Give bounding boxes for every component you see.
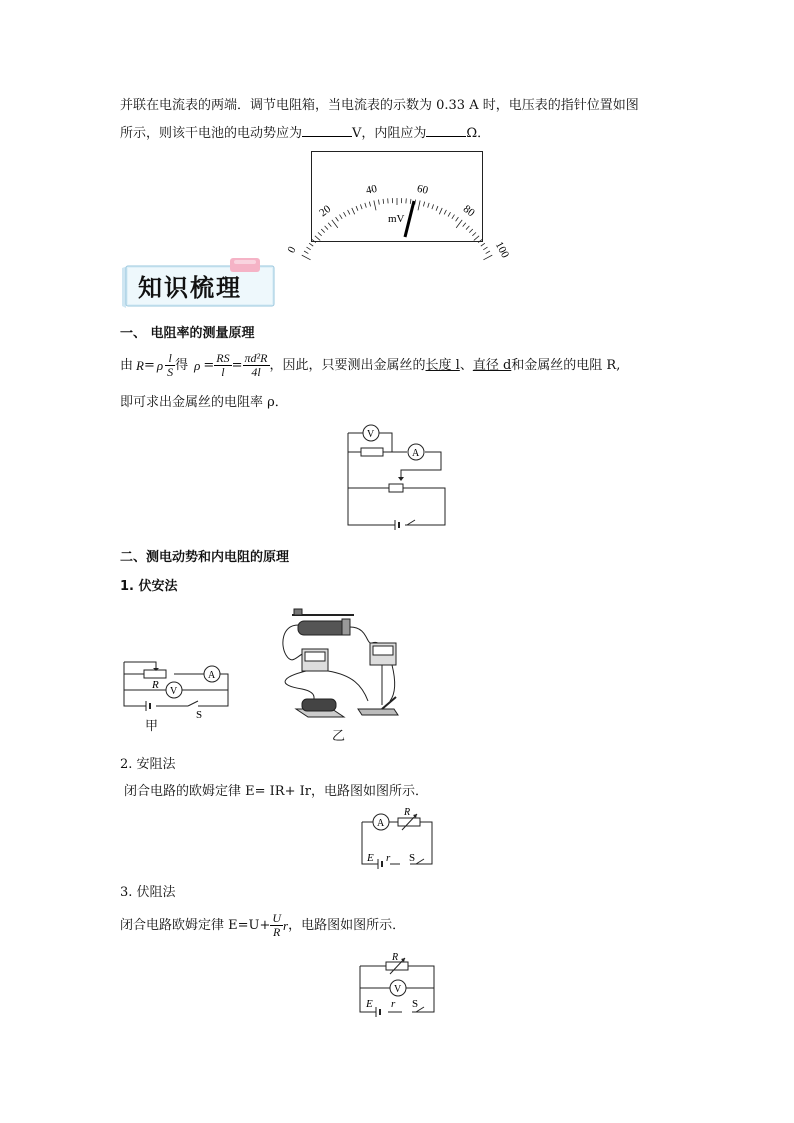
underline-diameter: 直径 d <box>472 357 512 373</box>
meter-tick <box>302 255 311 260</box>
voltmeter-label: V <box>367 429 375 440</box>
meter-tick-label: 60 <box>415 182 430 197</box>
problem-line-2: 所示，则该干电池的电动势应为 V，内阻应为 Ω． <box>120 126 491 141</box>
method-2-text: 闭合电路的欧姆定律 E= IR+ Ir，电路图如图所示． <box>124 784 428 799</box>
switch-label-3: S <box>412 998 419 1010</box>
emf-label-2: E <box>367 852 374 864</box>
voltammetry-circuit-jia <box>122 660 232 720</box>
ammeter-label-2: A <box>377 818 385 829</box>
rheostat-label-jia: R <box>152 679 159 691</box>
ammeter-label-jia: A <box>208 670 216 681</box>
fraction-U-over-R: $\frac{U}{R}$ <box>272 911 282 939</box>
banner-title: 知识梳理 <box>138 273 242 302</box>
battery-holder-icon <box>302 699 336 711</box>
resistor-box-label-3: R <box>392 952 399 963</box>
meter-unit-label: mV <box>388 213 405 225</box>
meter-tick <box>306 247 310 250</box>
answer-blank-resistance[interactable] <box>426 124 466 137</box>
voltmeter-label-3: V <box>394 984 402 995</box>
meter-tick-label: 20 <box>317 203 334 220</box>
method-3-title: 3. 伏阻法 <box>120 885 176 900</box>
meter-tick <box>481 243 485 246</box>
meter-tick <box>304 251 308 254</box>
underline-length: 长度 l <box>425 357 460 373</box>
rheostat-icon <box>298 621 348 635</box>
ammeter-resistor-circuit <box>360 808 436 870</box>
switch-label-2: S <box>409 852 416 864</box>
switch-label-jia: S <box>196 709 203 721</box>
meter-tick <box>309 243 313 246</box>
internal-r-label-2: r <box>386 852 391 864</box>
method-1-title: 1. 伏安法 <box>120 579 178 594</box>
apparatus-photo-yi <box>272 605 404 723</box>
meter-tick-label: 80 <box>460 203 477 220</box>
internal-r-label-3: r <box>391 998 396 1010</box>
meter-tick <box>483 255 492 260</box>
resistivity-line-2: 即可求出金属丝的电阻率 ρ． <box>120 395 288 410</box>
voltmeter-label-jia: V <box>170 686 178 697</box>
resistivity-formula-line: 由 R = ρ $\frac{l}{S}$ 得 ρ = $\frac{RS}{l}$ = $\frac{\text{πd²R}}{4l}$ ，因此，只要测出金属丝的 长度 l 、 直径 d 和金属丝的电阻 R, <box>120 351 621 379</box>
caption-yi: 乙 <box>332 729 346 744</box>
ammeter-label: A <box>412 448 420 459</box>
resistivity-circuit-diagram <box>345 425 449 531</box>
emf-label-3: E <box>366 998 373 1010</box>
fraction-pi-d2R-over-4l: $\frac{\text{πd²R}}{4l}$ <box>244 351 268 379</box>
switch-device-icon <box>358 709 398 715</box>
method-3-text: 闭合电路欧姆定律 E=U+ $\frac{U}{R}$ r ，电路图如图所示． <box>120 911 406 939</box>
problem-line-1: 并联在电流表的两端．调节电阻箱，当电流表的示数为 0.33 A 时，电压表的指针位置如图 <box>120 98 639 113</box>
resistor-box-label-2: R <box>404 807 411 818</box>
meter-tick-label: 40 <box>364 182 379 197</box>
section-1-heading: 一、 电阻率的测量原理 <box>120 326 255 341</box>
meter-tick <box>486 251 490 254</box>
meter-tick-label: 0 <box>285 244 299 256</box>
meter-tick-label: 100 <box>492 239 512 261</box>
fraction-l-over-S: $\frac{l}{S}$ <box>167 351 174 379</box>
section-2-heading: 二、测电动势和内电阻的原理 <box>120 550 290 565</box>
millivoltmeter-figure <box>285 151 512 261</box>
voltmeter-resistor-circuit <box>358 954 438 1018</box>
meter-tick <box>483 247 487 250</box>
fraction-RS-over-l: $\frac{RS}{l}$ <box>216 351 230 379</box>
method-2-title: 2. 安阻法 <box>120 757 176 772</box>
caption-jia: 甲 <box>145 719 159 734</box>
answer-blank-emf[interactable] <box>302 124 352 137</box>
